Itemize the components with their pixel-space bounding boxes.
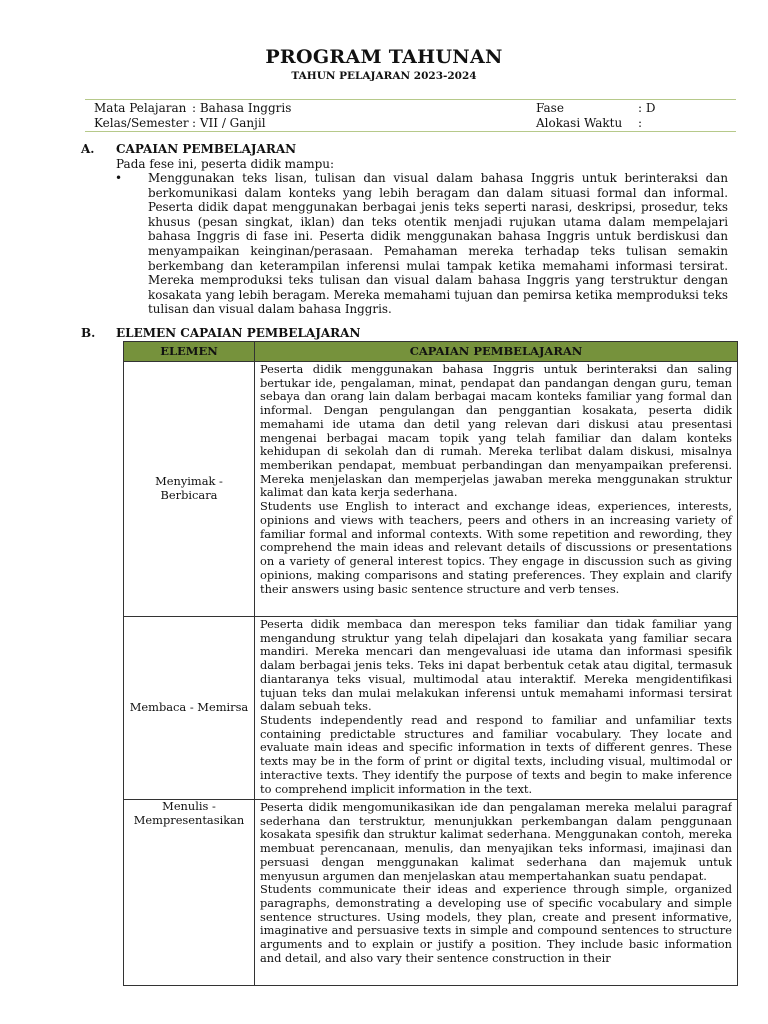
phase-label: Fase: [536, 101, 564, 115]
info-row-2: [85, 116, 736, 131]
info-row-1: [85, 101, 736, 116]
class-value: : VII / Ganjil: [192, 116, 266, 130]
section-a-paragraph: Menggunakan teks lisan, tulisan dan visual dalam bahasa Inggris untuk berinteraksi dan berkomunikasi dalam konteks yang lebih beragam dan dalam situasi formal dan informal. Peserta didik dapat menggunakan berbagai jenis teks seperti narasi, deskripsi, prosedur, teks khusus (pesan singkat, iklan) dan teks otentik menjadi rujukan utama dalam mempelajari bahasa Inggris di fase ini. Peserta didik menggunakan bahasa Inggris untuk berdiskusi dan menyampaikan keinginan/perasaan. Pemahaman mereka terhadap teks tulisan semakin berkembang dan keterampilan inferensi mulai tampak ketika memahami informasi tersirat. Mereka memproduksi teks tulisan dan visual dalam bahasa Inggris yang terstruktur dengan kosakata yang lebih beragam. Mereka memahami tujuan dan pemirsa ketika memproduksi teks tulisan dan visual dalam bahasa Inggris.: [148, 171, 728, 317]
info-table: [85, 99, 736, 132]
table-header-row: [124, 342, 738, 362]
section-a-letter: A.: [81, 142, 95, 156]
table-row: [124, 800, 738, 986]
page-subtitle: TAHUN PELAJARAN 2023-2024: [291, 70, 477, 82]
section-b-letter: B.: [81, 326, 96, 340]
subject-value: : Bahasa Inggris: [192, 101, 292, 115]
class-label: Kelas/Semester: [94, 116, 189, 130]
section-a-intro: Pada fese ini, peserta didik mampu:: [116, 157, 335, 171]
element-cell: Membaca - Memirsa: [124, 617, 255, 800]
outcome-cell: [255, 617, 738, 800]
outcome-text-id: Peserta didik mengomunikasikan ide dan pengalaman mereka melalui paragraf sederhana dan terstruktur, menunjukkan perkembangan dalam penggunaan kosakata spesifik dan struktur kalimat sederhana. Menggunakan contoh, mereka membuat perencanaan, menulis, dan menyajikan teks informasi, imajinasi dan persuasi dengan menggunakan kalimat sederhana dan majemuk untuk menyusun argumen dan menjelaskan atau mempertahankan suatu pendapat.: [260, 801, 732, 883]
section-a-title: CAPAIAN PEMBELAJARAN: [116, 142, 297, 156]
element-cell: Menulis - Mempresentasikan: [124, 800, 255, 986]
page-title: PROGRAM TAHUNAN: [265, 46, 503, 68]
outcome-cell: [255, 362, 738, 617]
outcome-clip: [260, 801, 732, 983]
phase-value: : D: [638, 101, 656, 115]
outcome-text-id: Peserta didik membaca dan merespon teks familiar dan tidak familiar yang mengandung struktur yang telah dipelajari dan kosakata yang familiar secara mandiri. Mereka mencari dan mengevaluasi ide utama dan informasi spesifik dalam berbagai jenis teks. Teks ini dapat berbentuk cetak atau digital, termasuk diantaranya teks visual, multimodal atau interaktif. Mereka mengidentifikasi tujuan teks dan mulai melakukan inferensi untuk memahami informasi tersirat dalam sebuah teks.: [260, 617, 732, 714]
outcome-text-id: Peserta didik menggunakan bahasa Inggris untuk berinteraksi dan saling bertukar ide, pengalaman, minat, pendapat dan pandangan dengan guru, teman sebaya dan orang lain dalam berbagai macam konteks familiar yang formal dan informal. Dengan pengulangan dan penggantian kosakata, peserta didik memahami ide utama dan detil yang relevan dari diskusi atau presentasi mengenai berbagai macam topik yang telah familiar dan dalam konteks kehidupan di sekolah dan di rumah. Mereka terlibat dalam diskusi, misalnya memberikan pendapat, membuat perbandingan dan menyampaikan preferensi. Mereka menjelaskan dan memperjelas jawaban mereka menggunakan struktur kalimat dan kata kerja sederhana.: [260, 362, 732, 500]
outcome-cell: [255, 800, 738, 986]
time-value: :: [638, 116, 643, 130]
bullet-icon: •: [115, 171, 123, 185]
element-cell: Menyimak - Berbicara: [124, 362, 255, 617]
time-label: Alokasi Waktu: [536, 116, 623, 130]
section-b-title: ELEMEN CAPAIAN PEMBELAJARAN: [116, 326, 361, 340]
header-outcome: CAPAIAN PEMBELAJARAN: [255, 342, 738, 362]
table-row: [124, 617, 738, 800]
subject-label: Mata Pelajaran: [94, 101, 187, 115]
learning-outcomes-table: [123, 341, 738, 986]
outcome-text-en: Students use English to interact and exchange ideas, experiences, interests, opinions and views with teachers, peers and others in an increasing variety of familiar formal and informal contexts. With some repetition and rewording, they comprehend the main ideas and relevant details of discussions or presentations on a variety of general interest topics. They engage in discussion such as giving opinions, making comparisons and stating preferences. They explain and clarify their answers using basic sentence structure and verb tenses.: [260, 499, 732, 596]
outcome-text-en: Students independently read and respond to familiar and unfamiliar texts containing predictable structures and familiar vocabulary. They locate and evaluate main ideas and specific information in texts of different genres. These texts may be in the form of print or digital texts, including visual, multimodal or interactive texts. They identify the purpose of texts and begin to make inference to comprehend implicit information in the text.: [260, 713, 732, 796]
table-row: [124, 362, 738, 617]
outcome-text-en: Students communicate their ideas and experience through simple, organized paragraphs, demonstrating a developing use of specific vocabulary and simple sentence structures. Using models, they plan, create and present informative, imaginative and persuasive texts in simple and compound sentences to structure arguments and to explain or justify a position. They include basic information and detail, and also vary their sentence construction in their: [260, 882, 732, 965]
header-element: ELEMEN: [124, 342, 255, 362]
